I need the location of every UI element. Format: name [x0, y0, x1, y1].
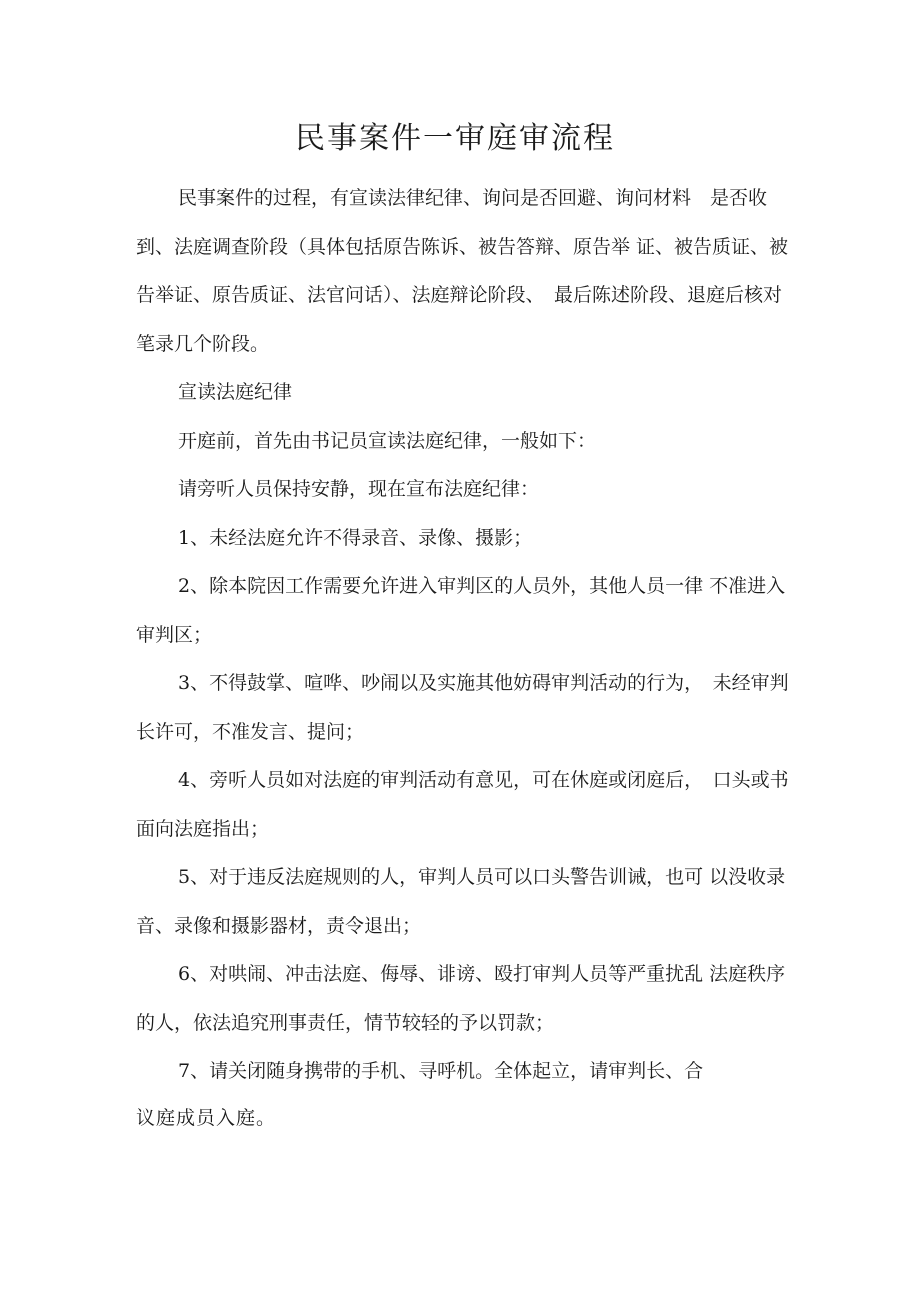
document-body — [136, 174, 796, 1096]
rule-item: 3、不得鼓掌、喧哗、吵闹以及实施其他妨碍审判活动的行为， 未经审判长许可，不准发言、提问； — [136, 672, 789, 743]
document-title: 民事案件一审庭审流程 — [295, 121, 615, 156]
paragraph: 开庭前，首先由书记员宣读法庭纪律，一般如下： — [178, 429, 597, 452]
closing-line: 议庭成员入庭。 — [136, 1107, 277, 1129]
rule-item: 5、对于违反法庭规则的人，审判人员可以口头警告训诫，也可 以没收录音、录像和摄影器材，责令退出； — [136, 866, 786, 937]
rule-item: 2、除本院因工作需要允许进入审判区的人员外，其他人员一律 不准进入审判区； — [136, 575, 786, 646]
intro-paragraph: 民事案件的过程，有宣读法律纪律、询问是否回避、询问材料 是否收到、法庭调查阶段（具体包括原告陈诉、被告答辩、原告举 证、被告质证、被告举证、原告质证、法官问话）、法庭辩论阶段、 最后陈述阶段、退庭后核对笔录几个阶段。 — [136, 187, 789, 355]
section-heading: 宣读法庭纪律 — [178, 381, 293, 403]
rule-item: 1、未经法庭允许不得录音、录像、摄影； — [178, 526, 533, 549]
paragraph: 请旁听人员保持安静，现在宣布法庭纪律： — [178, 478, 540, 500]
rule-item: 4、旁听人员如对法庭的审判活动有意见，可在休庭或闭庭后， 口头或书面向法庭指出； — [136, 769, 789, 840]
rule-item: 6、对哄闹、冲击法庭、侮辱、诽谤、殴打审判人员等严重扰乱 法庭秩序的人，依法追究刑事责任，情节较轻的予以罚款； — [136, 963, 786, 1034]
rule-item: 7、请关闭随身携带的手机、寻呼机。全体起立，请审判长、合 — [178, 1060, 704, 1082]
